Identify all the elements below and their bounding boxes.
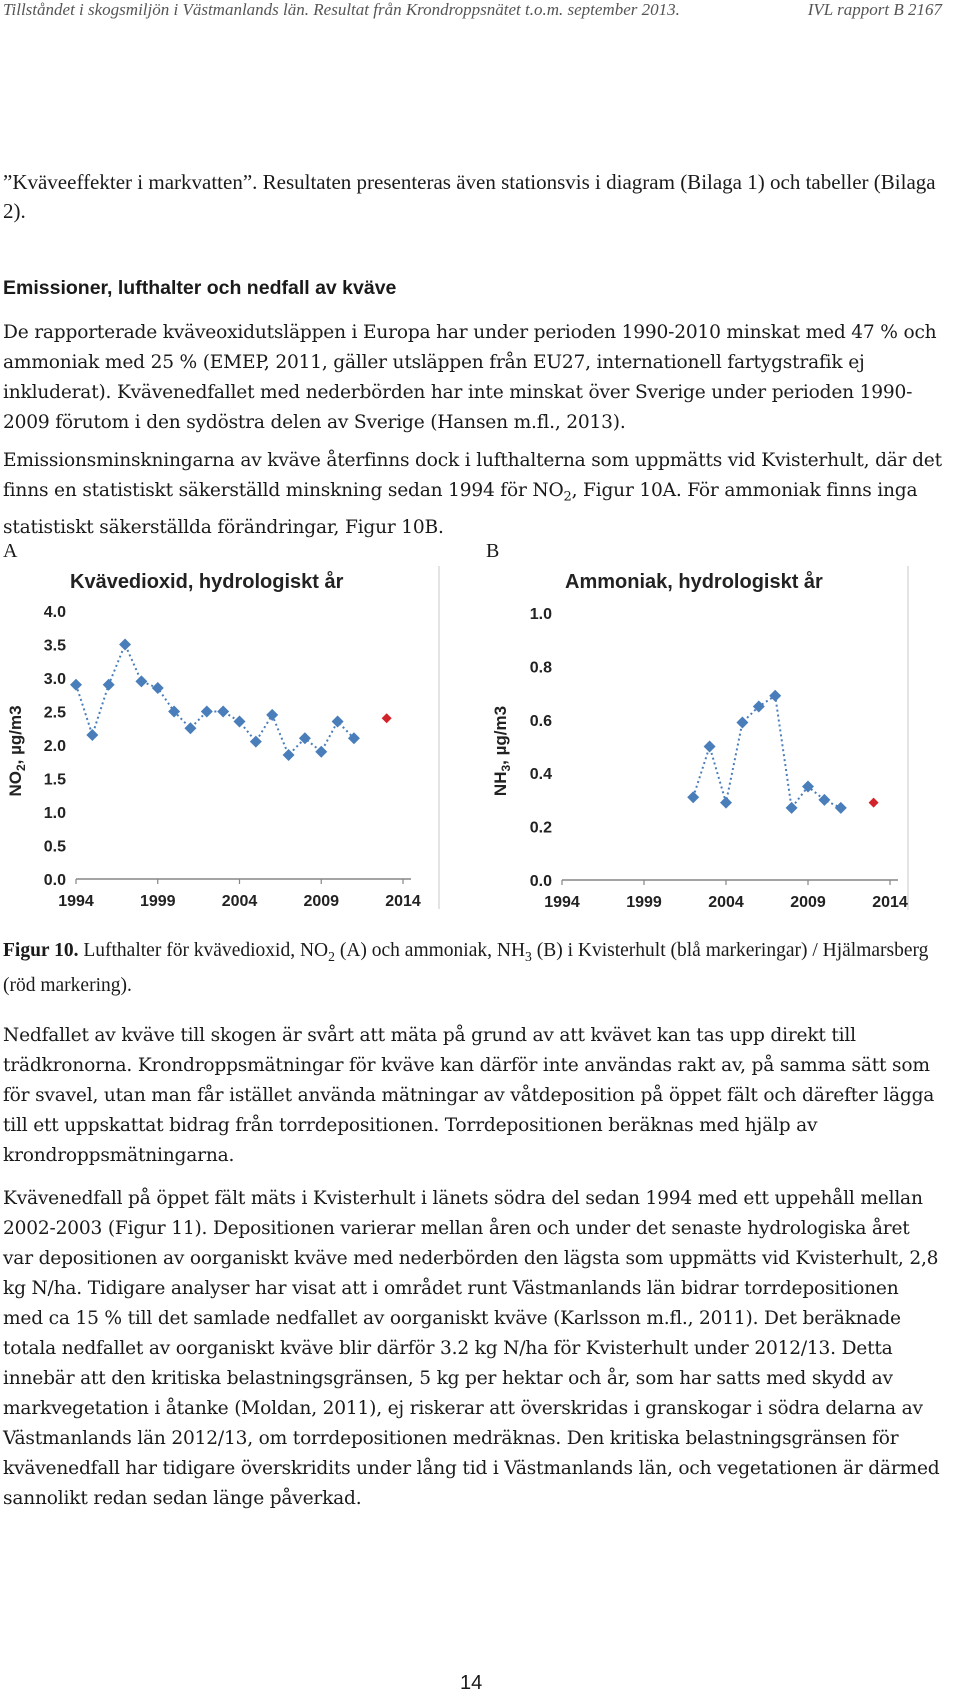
section-heading: Emissioner, lufthalter och nedfall av kväve xyxy=(3,277,397,299)
data-point-kvisterhult xyxy=(217,706,229,718)
y-tick-label: 0.0 xyxy=(529,873,552,890)
y-tick-label: 1.0 xyxy=(529,606,552,623)
x-tick-label: 1994 xyxy=(544,894,580,911)
x-tick-label: 2009 xyxy=(790,894,826,911)
series-line xyxy=(76,645,354,756)
y-tick-label: 0.6 xyxy=(529,712,552,730)
data-point-kvisterhult xyxy=(704,741,716,753)
running-header-title: Tillståndet i skogsmiljön i Västmanlands län. Resultat från Krondroppsnätet t.o.m. september 2013. xyxy=(3,0,680,19)
y-axis-label-main: NH xyxy=(491,771,510,797)
data-point-kvisterhult xyxy=(315,746,327,758)
y-tick-label: 2.0 xyxy=(43,738,66,755)
p3-text-1: Emissionsminskningarna av kväve återfinns dock i lufthalterna som uppmätts vid Kvisterhult, där det finns en statistiskt säkerställd minskning sedan 1994 för NO xyxy=(3,450,942,501)
data-point-kvisterhult xyxy=(103,679,115,691)
paragraph-open-field-deposition: Kvävenedfall på öppet fält mäts i Kvisterhult i länets södra del sedan 1994 med ett uppehåll mellan 2002-2003 (Figur 11). Depositionen varierar mellan åren och under det senaste hydrologiska året var depositionen av oorganiskt kväve med nederbörden den lägsta som uppmätts vid Kvisterhult, 2,8 kg N/ha. Tidigare analyser har visat att i området runt Västmanlands län bidrar torrdepositionen med ca 15 % till det samlade nedfallet av oorganiskt kväve (Karlsson m.fl., 2011). Det beräknade totala nedfallet av oorganiskt kväve blir därför 3.2 kg N/ha för Kvisterhult under 2012/13. Detta innebär att den kritiska belastningsgränsen, 5 kg per hektar och år, som har satts med skydd av markvegetation i åtanke (Moldan, 2011), ej riskerar att överskridas i granskogar i södra delarna av Västmanlands län 2012/13, om torrdepositionen medräknas. Den kritiska belastningsgränsen för kvävenedfall har tidigare överskridits under lång tid i Västmanlands län, och vegetationen är därmed sannolikt redan sedan länge påverkad. xyxy=(3,1188,940,1509)
y-tick-label: 0.2 xyxy=(529,819,552,837)
data-point-kvisterhult xyxy=(86,729,98,741)
paragraph-emission-reductions xyxy=(3,446,943,543)
caption-sub-2: 3 xyxy=(525,948,532,964)
y-tick-label: 0.4 xyxy=(529,766,552,784)
y-tick-label: 1.0 xyxy=(43,805,66,822)
page-number: 14 xyxy=(460,1672,483,1694)
chart-title: Kvävedioxid, hydrologiskt år xyxy=(70,571,344,593)
data-point-kvisterhult xyxy=(266,709,278,721)
series-line xyxy=(693,696,841,808)
running-header-report-id: IVL rapport B 2167 xyxy=(807,0,942,19)
figure-caption xyxy=(3,936,943,1000)
y-axis-label xyxy=(6,705,28,796)
y-axis-label-unit: , µg/m3 xyxy=(491,705,510,765)
data-point-kvisterhult xyxy=(769,690,781,702)
caption-sub-1: 2 xyxy=(328,948,335,964)
caption-text-1: Lufthalter för kvävedioxid, NO xyxy=(78,940,329,961)
y-tick-label: 1.5 xyxy=(43,771,66,789)
data-point-kvisterhult xyxy=(70,679,82,691)
data-point-hjalmarsberg xyxy=(382,713,392,723)
y-tick-label: 3.0 xyxy=(43,671,66,688)
caption-label: Figur 10. xyxy=(3,940,79,961)
x-tick-label: 1994 xyxy=(58,893,94,910)
intro-paragraph: ”Kväveeffekter i markvatten”. Resultaten presenteras även stationsvis i diagram (Bilaga 1) och tabeller (Bilaga 2). xyxy=(3,170,936,223)
data-point-kvisterhult xyxy=(835,802,847,814)
y-tick-label: 0.5 xyxy=(43,838,66,856)
y-tick-label: 0.8 xyxy=(529,659,552,677)
data-point-kvisterhult xyxy=(332,716,344,728)
x-tick-label: 2004 xyxy=(708,894,744,911)
chart-nitrogen-dioxide xyxy=(3,566,443,930)
data-point-kvisterhult xyxy=(736,716,748,728)
data-point-kvisterhult xyxy=(687,791,699,803)
x-tick-label: 2004 xyxy=(221,893,258,910)
paragraph-deposition-measurement: Nedfallet av kväve till skogen är svårt att mäta på grund av att kvävet kan tas upp direkt till trädkronorna. Krondroppsmätningar för kväve kan därför inte användas rakt av, på samma sätt som för svavel, utan man får istället använda mätningar av våtdeposition på öppet fält och därefter lägga till ett uppskattat bidrag från torrdepositionen. Torrdepositionen beräknas med hjälp av krondroppsmätningarna. xyxy=(3,1025,935,1166)
data-point-kvisterhult xyxy=(283,749,295,761)
y-axis-label-unit: , µg/m3 xyxy=(6,705,25,765)
x-tick-label: 2009 xyxy=(303,893,340,910)
y-tick-label: 3.5 xyxy=(43,637,66,655)
p3-subscript: 2 xyxy=(563,489,572,505)
data-point-kvisterhult xyxy=(250,736,262,748)
chart-ammonia xyxy=(490,566,910,930)
panel-label-a: A xyxy=(3,540,18,562)
y-axis-label-sub: 3 xyxy=(499,764,513,772)
data-point-kvisterhult xyxy=(234,716,246,728)
x-tick-label: 2014 xyxy=(872,894,908,911)
paragraph-emissions: De rapporterade kväveoxidutsläppen i Europa har under perioden 1990-2010 minskat med 47 % och ammoniak med 25 % (EMEP, 2011, gäller utsläppen från EU27, internationell fartygstrafik ej inkluderat). Kvävenedfallet med nederbörden har inte minskat över Sverige under perioden 1990-2009 förutom i den sydöstra delen av Sverige (Hansen m.fl., 2013). xyxy=(3,322,937,433)
y-axis-label-main: NO xyxy=(6,771,25,797)
data-point-kvisterhult xyxy=(119,639,131,651)
data-point-kvisterhult xyxy=(135,675,147,687)
x-tick-label: 1999 xyxy=(139,893,176,910)
panel-label-b: B xyxy=(486,540,500,562)
data-point-hjalmarsberg xyxy=(869,798,879,808)
y-tick-label: 0.0 xyxy=(43,872,66,889)
chart-title: Ammoniak, hydrologiskt år xyxy=(565,571,823,593)
caption-text-2: (A) och ammoniak, NH xyxy=(334,940,526,961)
y-tick-label: 2.5 xyxy=(43,704,66,722)
y-tick-label: 4.0 xyxy=(43,604,66,621)
x-tick-label: 2014 xyxy=(385,893,421,910)
y-axis-label xyxy=(491,706,513,796)
data-point-kvisterhult xyxy=(720,797,732,809)
y-axis-label-sub: 2 xyxy=(14,764,28,772)
data-point-kvisterhult xyxy=(152,682,164,694)
x-tick-label: 1999 xyxy=(626,894,662,911)
caption-text-3: (B) i Kvisterhult (blå markeringar) / Hjälmarsberg (röd markering). xyxy=(3,940,929,996)
p3-text-2: , Figur 10A. För ammoniak finns inga statistiskt säkerställda förändringar, Figur 10B. xyxy=(3,480,918,538)
